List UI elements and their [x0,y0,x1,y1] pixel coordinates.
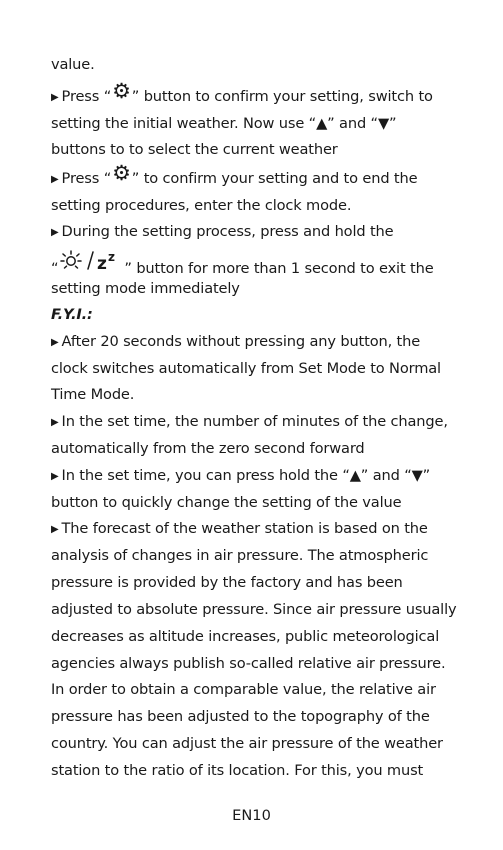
text-line: ▶ The forecast of the weather station is based on the [51,519,428,539]
fyi-heading: F.Y.I.: [51,306,93,323]
text-line: value. [51,56,95,73]
text-line: ▶ During the setting process, press and hold the [51,222,393,242]
gear-icon: ⚙ [112,79,131,103]
page-number: EN10 [232,807,271,824]
text-line: pressure has been adjusted to the topography of the [51,708,430,725]
text-line: country. You can adjust the air pressure of the weather [51,735,443,752]
text-line: Time Mode. [51,386,135,403]
bullet-icon: ▶ [51,417,59,428]
bullet-icon: ▶ [51,524,59,535]
svg-text:z: z [97,254,108,271]
bullet-icon: ▶ [51,227,59,238]
text-line: ▶ After 20 seconds without pressing any button, the [51,332,420,352]
text-line: clock switches automatically from Set Mode to Normal [51,360,441,377]
text-line: ▶ Press “⚙” to confirm your setting and to end the [51,169,417,189]
text-line: buttons to to select the current weather [51,141,338,158]
bullet-icon: ▶ [51,174,59,185]
light-snooze-icon [60,249,122,271]
text-line: ▶ Press “⚙” button to confirm your setting, switch to [51,87,433,107]
gear-icon: ⚙ [112,161,131,185]
text-line: analysis of changes in air pressure. The atmospheric [51,547,429,564]
text-line: agencies always publish so-called relative air pressure. [51,655,446,672]
text-line: ▶ In the set time, the number of minutes of the change, [51,412,448,432]
text-line: adjusted to absolute pressure. Since air pressure usually [51,601,457,618]
text-line: decreases as altitude increases, public meteorological [51,628,440,645]
text-line: automatically from the zero second forward [51,440,365,457]
svg-text:z: z [108,250,116,264]
text-line: pressure is provided by the factory and has been [51,574,403,591]
text-line: In order to obtain a comparable value, the relative air [51,681,436,698]
text-line: button to quickly change the setting of the value [51,494,402,511]
text-line: setting procedures, enter the clock mode. [51,197,352,214]
bullet-icon: ▶ [51,471,59,482]
text-line: setting mode immediately [51,280,240,297]
text-line: ▶ In the set time, you can press hold the “▲” and “▼” [51,466,430,486]
bullet-icon: ▶ [51,92,59,103]
text-line: station to the ratio of its location. For this, you must [51,762,424,779]
text-line: “ z z ” button for more than 1 second to exit the [51,250,434,277]
text-line: setting the initial weather. Now use “▲” and “▼” [51,115,397,132]
bullet-icon: ▶ [51,337,59,348]
